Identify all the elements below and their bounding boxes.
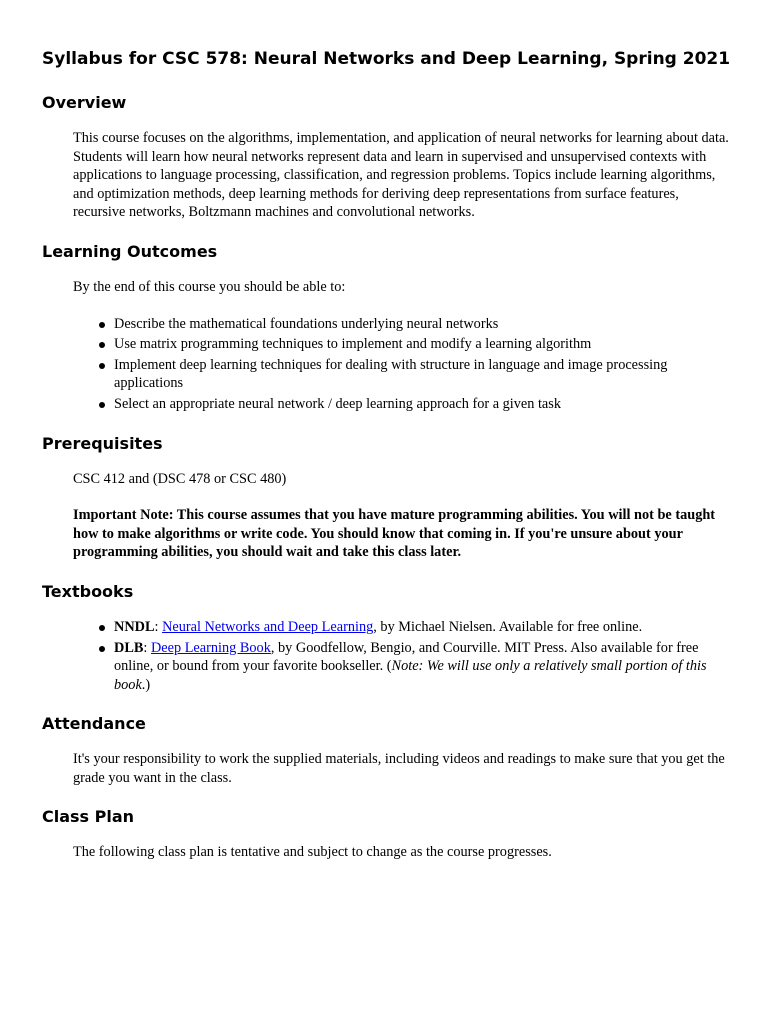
prerequisites-heading: Prerequisites xyxy=(42,433,163,453)
textbook-item-nndl xyxy=(114,618,732,637)
textbook-description: , by Goodfellow, Bengio, and Courville. MIT Press. Also available for free online, or bound from your favorite bookseller. ( xyxy=(114,639,699,675)
overview-section xyxy=(42,93,732,222)
overview-heading: Overview xyxy=(42,93,127,112)
prerequisites-section xyxy=(42,434,732,562)
class-plan-heading: Class Plan xyxy=(42,807,135,827)
learning-outcomes-list xyxy=(73,315,732,414)
dlb-link[interactable]: Deep Learning Book xyxy=(150,639,271,656)
attendance-text: It's your responsibility to work the supplied materials, including videos and readings to make sure that you get the grade you want in the class. xyxy=(73,751,725,786)
textbook-description: , by Michael Nielsen. Available for free online. xyxy=(373,618,643,635)
nndl-link[interactable]: Neural Networks and Deep Learning xyxy=(162,618,374,635)
textbook-separator: : xyxy=(143,639,151,656)
learning-outcomes-heading: Learning Outcomes xyxy=(42,241,218,261)
textbook-note: Note: We will use only a relatively small portion of this book xyxy=(114,658,707,693)
list-item: Describe the mathematical foundations underlying neural networks xyxy=(114,315,732,334)
page-title: Syllabus for CSC 578: Neural Networks and Deep Learning, Spring 2021 xyxy=(42,49,731,69)
textbooks-list xyxy=(73,618,732,694)
list-item: Implement deep learning techniques for dealing with structure in language and image processing applications xyxy=(114,356,732,393)
textbook-abbr: DLB xyxy=(114,639,144,656)
class-plan-text: The following class plan is tentative and subject to change as the course progresses. xyxy=(73,844,552,861)
prerequisites-note: Important Note: This course assumes that you have mature programming abilities. You will not be taught how to make algorithms or write code. You should know that coming in. If you're unsure about your programming abilities, you should wait and take this class later. xyxy=(73,507,716,561)
textbooks-section xyxy=(42,582,732,694)
class-plan-section xyxy=(42,807,732,862)
overview-text: This course focuses on the algorithms, implementation, and application of neural networks for learning about data. Students will learn how neural networks represent data and learn in supervised and unsupervised contexts with applications to language processing, classification, and regression problems. Topics include learning algorithms, and optimization methods, deep learning methods for deriving deep representations from surface features, recursive networks, Boltzmann machines and convolutional networks. xyxy=(73,130,729,221)
list-item: Use matrix programming techniques to implement and modify a learning algorithm xyxy=(114,335,732,354)
learning-outcomes-intro: By the end of this course you should be able to: xyxy=(73,278,346,295)
textbook-abbr: NNDL xyxy=(114,618,155,635)
textbook-item-dlb xyxy=(114,639,732,695)
attendance-heading: Attendance xyxy=(42,714,146,734)
textbooks-heading: Textbooks xyxy=(42,581,134,601)
syllabus-page xyxy=(42,48,732,882)
prerequisites-courses: CSC 412 and (DSC 478 or CSC 480) xyxy=(73,470,287,487)
list-item: Select an appropriate neural network / deep learning approach for a given task xyxy=(114,395,732,414)
textbook-separator: : xyxy=(154,618,163,635)
learning-outcomes-section xyxy=(42,242,732,414)
attendance-section xyxy=(42,714,732,787)
textbook-note-end: .) xyxy=(141,676,151,693)
